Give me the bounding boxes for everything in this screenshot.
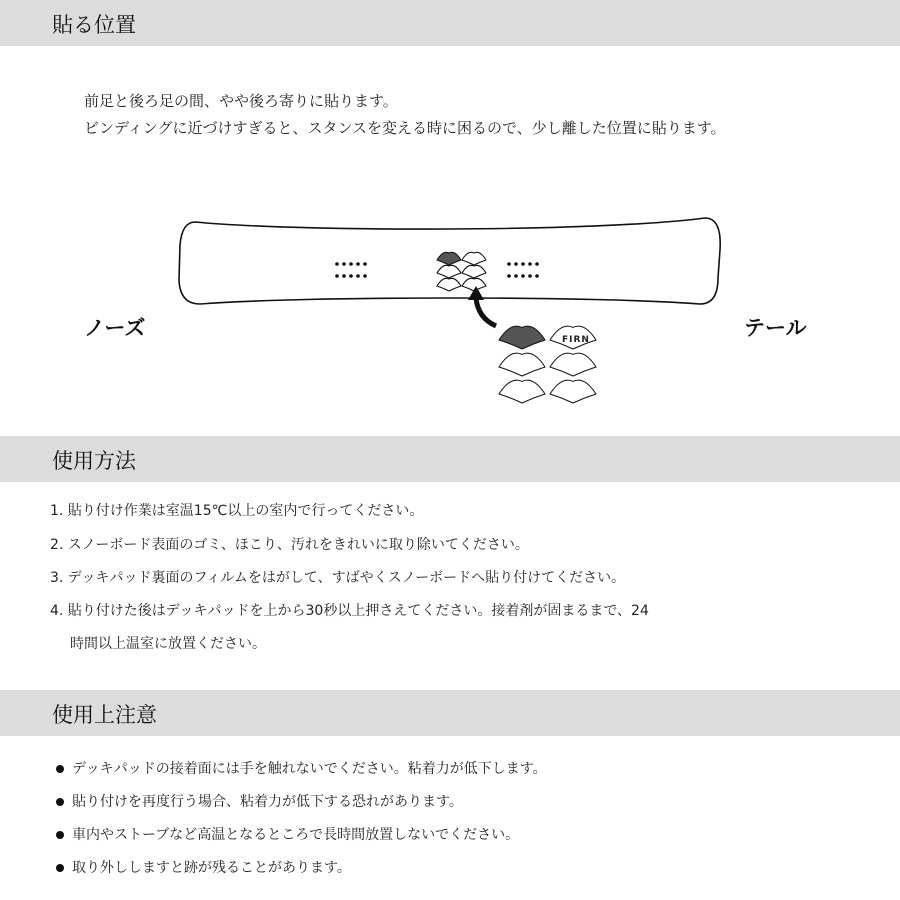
binding-insert-dot	[363, 274, 367, 278]
deck-pad-icon	[550, 353, 596, 376]
binding-insert-dot	[528, 262, 532, 266]
bullet-icon	[56, 831, 64, 839]
binding-insert-dot	[363, 262, 367, 266]
binding-insert-dot	[356, 262, 360, 266]
deck-pad-icon	[499, 380, 545, 403]
pad-brand: FIRN	[562, 335, 590, 345]
tail-label: テール	[744, 316, 807, 340]
bullet-icon	[56, 798, 64, 806]
deck-pad-icon	[499, 353, 545, 376]
binding-insert-dot	[514, 274, 518, 278]
bullet-icon	[56, 765, 64, 773]
binding-insert-dot	[335, 262, 339, 266]
caution-item: デッキパッドの接着面には手を触れないでください。粘着力が低下します。	[72, 761, 547, 777]
section-header-usage	[0, 436, 900, 482]
placement-text: ビンディングに近づけすぎると、スタンスを変える時に困るので、少し離した位置に貼ります。	[84, 119, 726, 137]
binding-insert-dot	[521, 274, 525, 278]
step: 4. 貼り付けた後はデッキパッドを上から30秒以上押さえてください。接着剤が固まるまで、24	[50, 603, 649, 619]
snowboard-diagram	[0, 200, 900, 420]
binding-insert-dot	[514, 262, 518, 266]
binding-insert-dot	[342, 262, 346, 266]
section-title: 貼る位置	[52, 13, 136, 37]
binding-insert-dot	[335, 274, 339, 278]
step-continued: 時間以上温室に放置ください。	[70, 636, 266, 652]
arrow-icon	[476, 298, 496, 326]
binding-insert-dot	[535, 274, 539, 278]
binding-insert-dot	[349, 274, 353, 278]
caution-item: 取り外ししますと跡が残ることがあります。	[72, 860, 351, 876]
binding-insert-dot	[349, 262, 353, 266]
step: 1. 貼り付け作業は室温15℃以上の室内で行ってください。	[50, 503, 424, 519]
binding-insert-dot	[535, 262, 539, 266]
nose-label: ノーズ	[84, 316, 146, 340]
section-title: 使用方法	[52, 449, 136, 473]
caution-item: 車内やストーブなど高温となるところで長時間放置しないでください。	[72, 827, 520, 843]
deck-pad-icon	[499, 326, 545, 349]
section-header-placement	[0, 0, 900, 46]
deck-pad-icon	[550, 380, 596, 403]
section-title: 使用上注意	[52, 703, 157, 727]
caution-item: 貼り付けを再度行う場合、粘着力が低下する恐れがあります。	[72, 794, 463, 810]
bullet-icon	[56, 864, 64, 872]
binding-insert-dot	[528, 274, 532, 278]
placement-text: 前足と後ろ足の間、やや後ろ寄りに貼ります。	[84, 92, 398, 110]
binding-insert-dot	[521, 262, 525, 266]
step: 3. デッキパッド裏面のフィルムをはがして、すばやくスノーボードへ貼り付けてください。	[50, 570, 626, 586]
section-header-cautions	[0, 690, 900, 736]
binding-insert-dot	[342, 274, 346, 278]
binding-insert-dot	[356, 274, 360, 278]
binding-insert-dot	[507, 262, 511, 266]
step: 2. スノーボード表面のゴミ、ほこり、汚れをきれいに取り除いてください。	[50, 537, 529, 553]
binding-insert-dot	[507, 274, 511, 278]
